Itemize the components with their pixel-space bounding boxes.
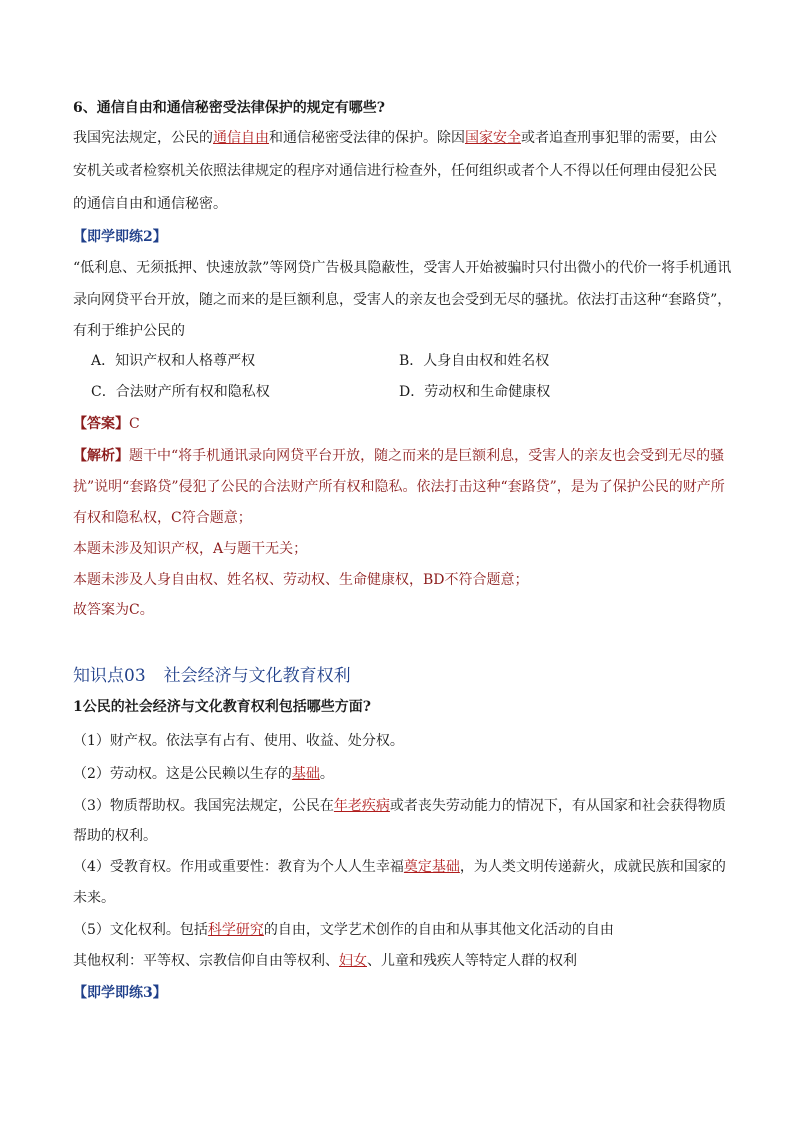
q6-line-3: 的通信自由和通信秘密。 [73, 196, 227, 212]
analysis-line-2: 扰”说明“套路贷”侵犯了公民的合法财产所有权和隐私。依法打击这种“套路贷”，是为了保护公民的财产所 [73, 479, 725, 495]
answer-value: C [129, 416, 140, 432]
underlined-term-lay-foundation: 奠定基础 [403, 859, 460, 875]
other-rights [73, 951, 733, 971]
rights-item-4-line-2: 未来。 [73, 890, 115, 906]
rights-text: 的自由，文学艺术创作的自由和从事其他文化活动的自由 [263, 922, 614, 938]
rights-item-3-line-2: 帮助的权利。 [73, 828, 157, 844]
rights-text: （2）劳动权。这是公民赖以生存的 [73, 766, 292, 782]
analysis-line-5: 本题未涉及人身自由权、姓名权、劳动权、生命健康权，BD不符合题意； [73, 572, 529, 588]
rights-item-4 [73, 857, 733, 877]
rights-text: （3）物质帮助权。我国宪法规定，公民在 [73, 798, 334, 814]
underlined-term-national-security: 国家安全 [465, 130, 521, 146]
rights-text: 其他权利：平等权、宗教信仰自由等权利、 [73, 953, 339, 969]
underlined-term-communication-freedom: 通信自由 [213, 130, 269, 146]
q6-line-1 [73, 128, 733, 148]
q6-text: 和通信秘密受法律的保护。除因 [269, 130, 465, 146]
rights-text: （4）受教育权。作用或重要性：教育为个人人生幸福 [73, 859, 404, 875]
practice-2-stem-line-2: 录向网贷平台开放，随之而来的是巨额利息，受害人的亲友也会受到无尽的骚扰。依法打击这种“套路贷”， [73, 292, 732, 308]
section-label: 知识点03 [73, 666, 146, 686]
option-c: C．合法财产所有权和隐私权 [91, 384, 270, 400]
rights-item-1: （1）财产权。依法享有占有、使用、收益、处分权。 [73, 733, 404, 749]
underlined-term-foundation: 基础 [291, 766, 320, 782]
section-03-question-1: 1公民的社会经济与文化教育权利包括哪些方面? [73, 699, 371, 715]
analysis-line-3: 有权和隐私权，C符合题意； [73, 510, 252, 526]
rights-text: ，为人类文明传递薪火，成就民族和国家的 [459, 859, 726, 875]
q6-line-2: 安机关或者检察机关依照法律规定的程序对通信进行检查外，任何组织或者个人不得以任何理由侵犯公民 [73, 163, 717, 179]
analysis-text: 题干中“将手机通讯录向网贷平台开放，随之而来的是巨额利息，受害人的亲友也会受到无尽的骚 [129, 448, 725, 464]
rights-text: 、儿童和残疾人等特定人群的权利 [367, 953, 577, 969]
rights-text: 。 [319, 766, 334, 782]
practice-2-stem-line-3: 有利于维护公民的 [73, 323, 185, 339]
q6-text: 我国宪法规定，公民的 [73, 130, 213, 146]
section-title: 社会经济与文化教育权利 [163, 666, 351, 686]
underlined-term-scientific-research: 科学研究 [207, 922, 264, 938]
rights-item-3 [73, 796, 733, 816]
q6-title: 6、通信自由和通信秘密受法律保护的规定有哪些? [73, 100, 385, 116]
underlined-term-old-age-illness: 年老疾病 [333, 798, 390, 814]
analysis-label: 【解析】 [73, 448, 129, 464]
underlined-term-women: 妇女 [339, 953, 367, 969]
practice-2-heading: 【即学即练2】 [73, 229, 167, 245]
section-03-heading [73, 664, 351, 688]
practice-2-stem-line-1: “低利息、无须抵押、快速放款”等网贷广告极具隐蔽性，受害人开始被骗时只付出微小的代价一将手机通讯 [73, 260, 732, 276]
rights-item-5 [73, 920, 733, 940]
option-b: B．人身自由权和姓名权 [399, 353, 550, 369]
analysis-line-1 [73, 446, 733, 466]
answer-label: 【答案】 [73, 416, 129, 432]
option-d: D．劳动权和生命健康权 [399, 384, 551, 400]
rights-text: （5）文化权利。包括 [73, 922, 208, 938]
q6-text: 或者追查刑事犯罪的需要，由公 [521, 130, 717, 146]
practice-3-heading: 【即学即练3】 [73, 985, 167, 1001]
analysis-line-4: 本题未涉及知识产权，A与题干无关； [73, 541, 308, 557]
analysis-line-6: 故答案为C。 [73, 602, 154, 618]
rights-item-2 [73, 764, 733, 784]
rights-text: 或者丧失劳动能力的情况下，有从国家和社会获得物质 [389, 798, 726, 814]
option-a: A．知识产权和人格尊严权 [91, 353, 256, 369]
answer-line [73, 414, 733, 434]
